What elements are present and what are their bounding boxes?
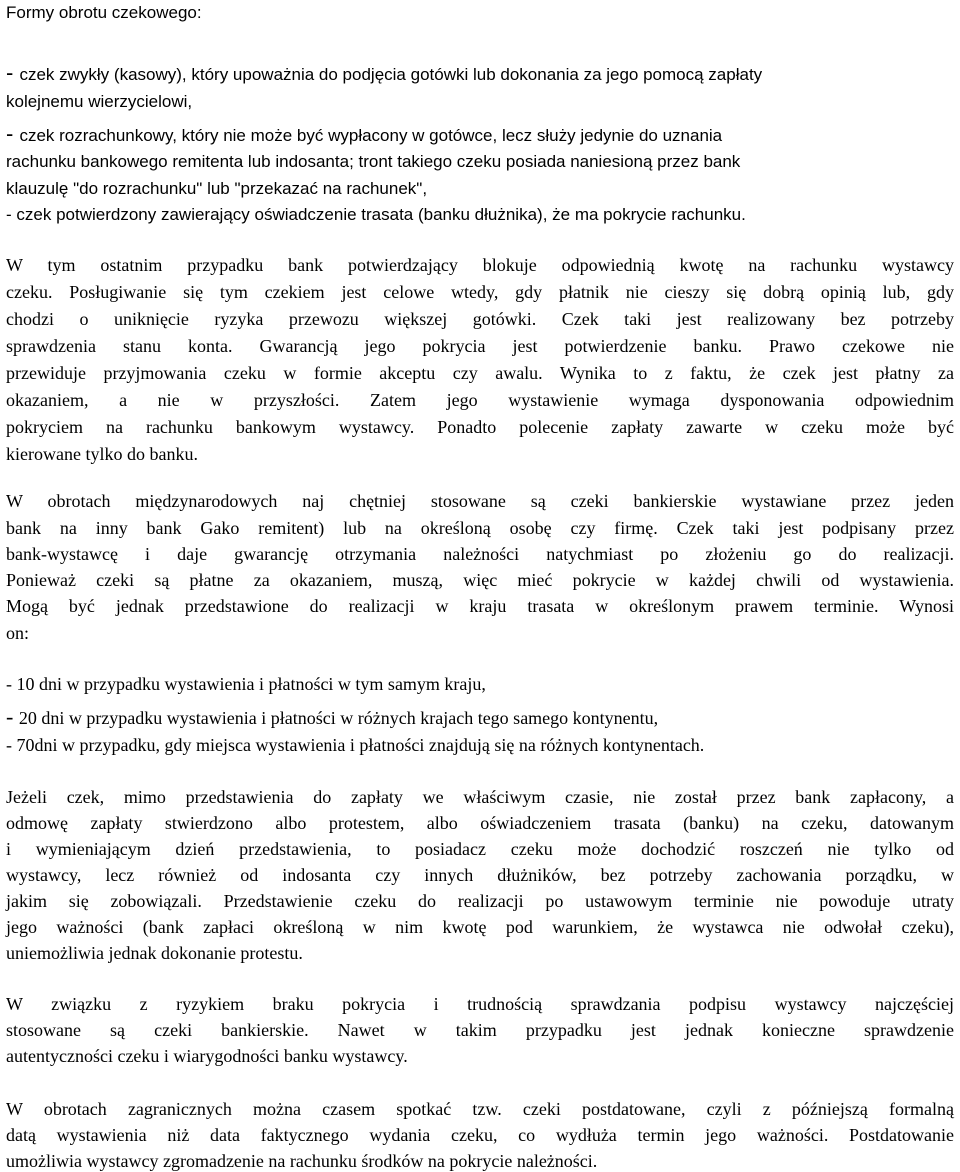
paragraph-3-line: Jeżeli czek, mimo przedstawienia do zapłaty we właściwym czasie, nie został przez bank zapłacony, a [6,787,954,807]
list-item-10-dni: - 10 dni w przypadku wystawienia i płatności w tym samym kraju, [6,674,486,694]
list-item-70-dni: - 70dni w przypadku, gdy miejsca wystawienia i płatności znajdują się na różnych kontynentach. [6,735,705,755]
paragraph-1-line: przewiduje przyjmowania czeku w formie akceptu czy awalu. Wynika to z faktu, że czek jest płatny za [6,363,954,383]
paragraph-3-line: i wymieniającym dzień przedstawienia, to posiadacz czeku może dochodzić roszczeń nie tylko od [6,839,954,859]
paragraph-5-line: umożliwia wystawcy zgromadzenie na rachunku środków na pokrycie należności. [6,1151,598,1171]
paragraph-3-line: uniemożliwia jednak dokonanie protestu. [6,943,303,963]
paragraph-2-line: bank na inny bank Gako remitent) lub na określoną osobę czy firmę. Czek taki jest podpisany przez [6,518,954,538]
document-title: Formy obrotu czekowego: [6,3,202,22]
list-dash: - [6,704,19,729]
paragraph-4-line: W związku z ryzykiem braku pokrycia i trudnością sprawdzania podpisu wystawcy najczęściej [6,994,954,1014]
paragraph-4-line: autentyczności czeku i wiarygodności banku wystawcy. [6,1046,408,1066]
paragraph-3-line: wystawcy, lecz również od indosanta czy innych dłużników, bez potrzeby zachowania porządku, w [6,865,954,885]
paragraph-1-line: sprawdzenia stanu konta. Gwarancją jego pokrycia jest potwierdzenie banku. Prawo czekowe nie [6,336,954,356]
paragraph-2-line: Mogą być jednak przedstawione do realizacji w kraju trasata w określonym prawem terminie. Wynosi [6,596,954,616]
list-item-czek-zwykly-line-2: kolejnemu wierzycielowi, [6,92,193,111]
list-item-czek-potwierdzony: - czek potwierdzony zawierający oświadczenie trasata (banku dłużnika), że ma pokrycie rachunku. [6,205,746,224]
paragraph-1-line: W tym ostatnim przypadku bank potwierdzający blokuje odpowiednią kwotę na rachunku wystawcy [6,255,954,275]
list-item-czek-zwykly-line-1: - czek zwykły (kasowy), który upoważnia do podjęcia gotówki lub dokonania za jego pomocą zapłaty [6,60,763,85]
list-item-czek-rozrachunkowy-line-1: - czek rozrachunkowy, który nie może być wypłacony w gotówce, lecz służy jedynie do uznania [6,121,723,146]
list-dash: - [6,674,17,694]
paragraph-2-line: Ponieważ czeki są płatne za okazaniem, muszą, więc mieć pokrycie w każdej chwili od wystawienia. [6,570,954,590]
list-dash: - [6,205,17,224]
paragraph-1-line: chodzi o uniknięcie ryzyka przewozu większej gotówki. Czek taki jest realizowany bez potrzeby [6,309,954,329]
paragraph-3-line: odmowę zapłaty stwierdzono albo protestem, albo oświadczeniem trasata (banku) na czeku, datowanym [6,813,954,833]
list-item-czek-rozrachunkowy-line-3: klauzulę "do rozrachunku" lub "przekazać na rachunek", [6,179,428,198]
paragraph-5-line: datą wystawienia niż data faktycznego wydania czeku, co wydłuża termin jego ważności. Postdatowanie [6,1125,954,1145]
list-item-20-dni: - 20 dni w przypadku wystawienia i płatności w różnych krajach tego samego kontynentu, [6,704,659,729]
paragraph-2-line: bank-wystawcę i daje gwarancję otrzymania należności natychmiast po złożeniu go do realizacji. [6,544,954,564]
list-dash: - [6,121,20,146]
paragraph-3-line: jakim się zobowiązali. Przedstawienie czeku do realizacji po ustawowym terminie nie powoduje utraty [6,891,954,911]
list-item-czek-rozrachunkowy-line-2: rachunku bankowego remitenta lub indosanta; tront takiego czeku posiada naniesioną przez bank [6,152,741,171]
paragraph-4-line: stosowane są czeki bankierskie. Nawet w takim przypadku jest jednak konieczne sprawdzenie [6,1020,954,1040]
list-dash: - [6,735,17,755]
paragraph-1-line: okazaniem, a nie w przyszłości. Zatem jego wystawienie wymaga dysponowania odpowiednim [6,390,954,410]
paragraph-1-line: kierowane tylko do banku. [6,444,198,464]
list-dash: - [6,60,20,85]
paragraph-1-line: pokryciem na rachunku bankowym wystawcy. Ponadto polecenie zapłaty zawarte w czeku może być [6,417,954,437]
paragraph-2-line: on: [6,623,30,643]
paragraph-5-line: W obrotach zagranicznych można czasem spotkać tzw. czeki postdatowane, czyli z późniejszą formalną [6,1099,954,1119]
paragraph-1-line: czeku. Posługiwanie się tym czekiem jest celowe wtedy, gdy płatnik nie cieszy się dobrą opinią lub, gdy [6,282,954,302]
paragraph-3-line: jego ważności (bank zapłaci określoną w nim kwotę pod warunkiem, że wystawca nie odwołał czeku), [6,917,954,937]
paragraph-2-line: W obrotach międzynarodowych naj chętniej stosowane są czeki bankierskie wystawiane przez jeden [6,491,954,511]
